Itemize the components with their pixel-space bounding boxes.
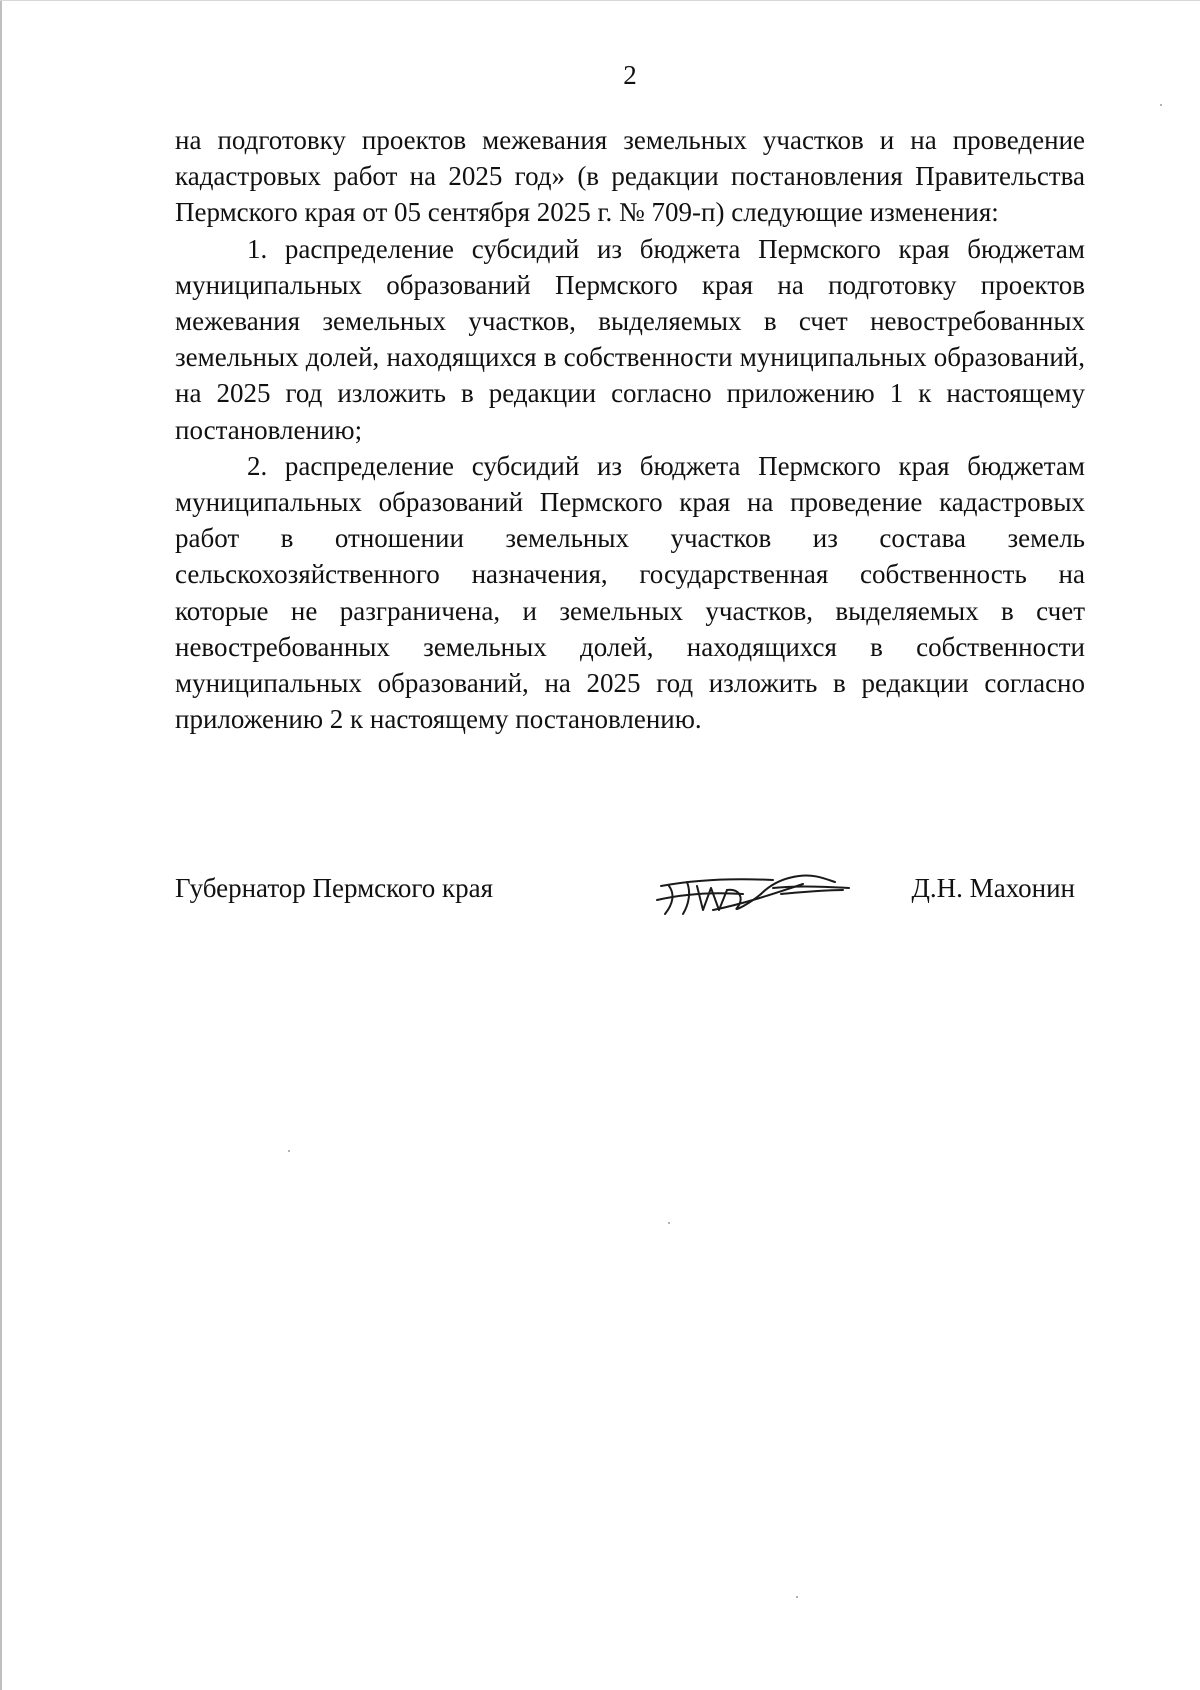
scan-edge-top xyxy=(0,0,1200,1)
scan-speck xyxy=(288,1150,290,1152)
signer-name: Д.Н. Махонин xyxy=(911,873,1075,903)
signature-block xyxy=(175,866,1085,926)
scan-edge-left xyxy=(0,0,2,1690)
scan-speck xyxy=(668,1222,670,1224)
page-number: 2 xyxy=(623,60,637,90)
handwritten-signature xyxy=(653,864,853,920)
item-2-paragraph: 2. распределение субсидий из бюджета Пермского края бюджетам муниципальных образований Пермского края на проведение кадастровых работ в отношении земельных участков из состава земель сельскохозяйственного назначения, государственная собственность на которые не разграничена, и земельных участков, выделяемых в счет невостребованных земельных долей, находящихся в собственности муниципальных образований, на 2025 год изложить в редакции согласно приложению 2 к настоящему постановлению. xyxy=(175,450,1085,735)
intro-paragraph: на подготовку проектов межевания земельных участков и на проведение кадастровых работ на 2025 год» (в редакции постановления Правительства Пермского края от 05 сентября 2025 г. № 709-п) следующие изменения: xyxy=(175,125,1085,228)
scan-speck xyxy=(796,1596,798,1598)
scan-speck xyxy=(1160,104,1162,106)
document-body xyxy=(175,122,1085,737)
item-1-paragraph: 1. распределение субсидий из бюджета Пермского края бюджетам муниципальных образований Пермского края на подготовку проектов межевания земельных участков, выделяемых в счет невостребованных земельных долей, находящихся в собственности муниципальных образований, на 2025 год изложить в редакции согласно приложению 1 к настоящему постановлению; xyxy=(175,233,1085,445)
signer-title: Губернатор Пермского края xyxy=(175,873,494,903)
